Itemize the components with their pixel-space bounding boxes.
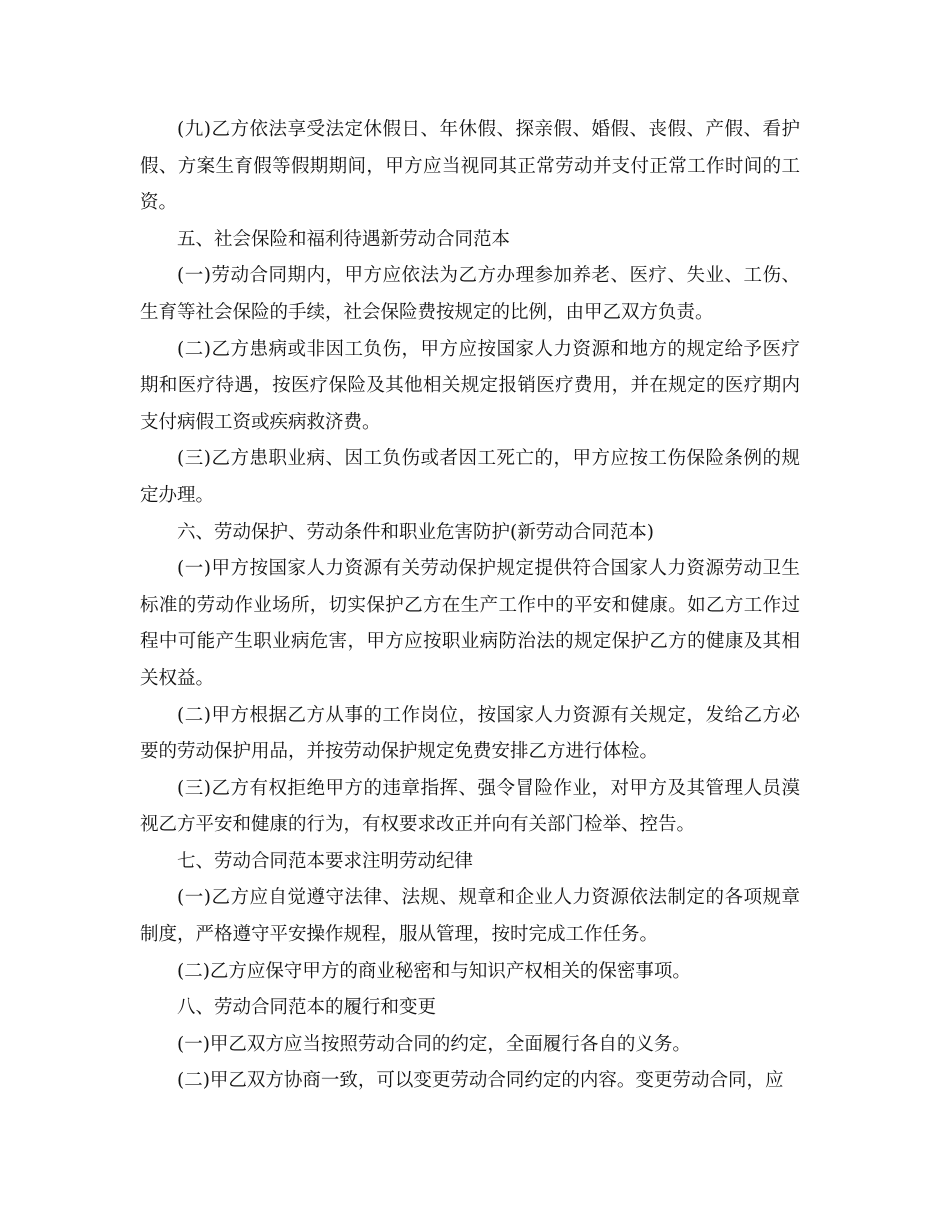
paragraph-6-3: (三)乙方有权拒绝甲方的违章指挥、强令冒险作业，对甲方及其管理人员漠视乙方平安和健康的行为，有权要求改正并向有关部门检举、控告。 (140, 777, 800, 836)
paragraph-6-2: (二)甲方根据乙方从事的工作岗位，按国家人力资源有关规定，发给乙方必要的劳动保护用品，并按劳动保护规定免费安排乙方进行体检。 (140, 704, 800, 763)
paragraph-clause-9-leave: (九)乙方依法享受法定休假日、年休假、探亲假、婚假、丧假、产假、看护假、方案生育假等假期期间，甲方应当视同其正常劳动并支付正常工作时间的工资。 (140, 119, 800, 214)
paragraph-7-1: (一)乙方应自觉遵守法律、法规、规章和企业人力资源依法制定的各项规章制度，严格遵守平安操作规程，服从管理，按时完成工作任务。 (140, 887, 800, 946)
section-heading-8: 八、劳动合同范本的履行和变更 (177, 997, 437, 1019)
paragraph-8-1: (一)甲乙双方应当按照劳动合同的约定，全面履行各自的义务。 (177, 1033, 691, 1055)
paragraph-8-2: (二)甲乙双方协商一致，可以变更劳动合同约定的内容。变更劳动合同，应 (177, 1070, 784, 1092)
paragraph-5-1: (一)劳动合同期内，甲方应依法为乙方办理参加养老、医疗、失业、工伤、生育等社会保险的手续，社会保险费按规定的比例，由甲乙双方负责。 (140, 265, 800, 323)
section-heading-5: 五、社会保险和福利待遇新劳动合同范本 (177, 228, 511, 250)
paragraph-5-2: (二)乙方患病或非因工负伤，甲方应按国家人力资源和地方的规定给予医疗期和医疗待遇，按医疗保险及其他相关规定报销医疗费用，并在规定的医疗期内支付病假工资或疾病救济费。 (140, 338, 800, 433)
paragraph-5-3: (三)乙方患职业病、因工负伤或者因工死亡的，甲方应按工伤保险条例的规定办理。 (140, 448, 800, 506)
paragraph-7-2: (二)乙方应保守甲方的商业秘密和与知识产权相关的保密事项。 (177, 960, 691, 982)
paragraph-6-1: (一)甲方按国家人力资源有关劳动保护规定提供符合国家人力资源劳动卫生标准的劳动作业场所，切实保护乙方在生产工作中的平安和健康。如乙方工作过程中可能产生职业病危害，甲方应按职业病防治法的规定保护乙方的健康及其相关权益。 (140, 558, 800, 689)
section-heading-6: 六、劳动保护、劳动条件和职业危害防护(新劳动合同范本) (177, 521, 654, 543)
section-heading-7: 七、劳动合同范本要求注明劳动纪律 (177, 850, 474, 872)
document-body (140, 112, 800, 1100)
